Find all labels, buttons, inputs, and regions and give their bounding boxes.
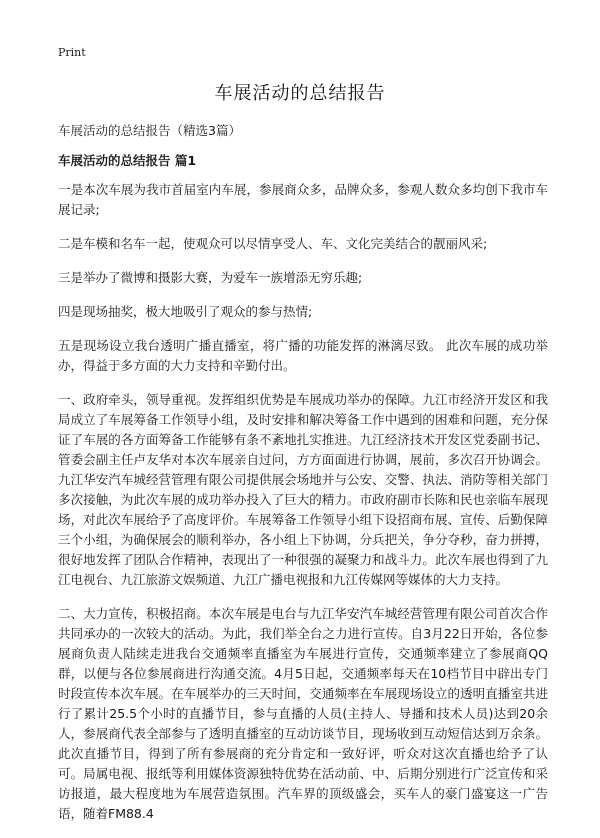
paragraph: 三是举办了微博和摄影大赛，为爱车一族增添无穷乐趣; bbox=[58, 270, 363, 285]
document-subtitle: 车展活动的总结报告（精选3篇） bbox=[58, 123, 241, 138]
paragraph: 四是现场抽奖，极大地吸引了观众的参与热情; bbox=[58, 304, 313, 319]
paragraph: 二是车模和名车一起，使观众可以尽情享受人、车、文化完美结合的靓丽风采; bbox=[58, 236, 488, 251]
paragraph: 五是现场设立我台透明广播直播室，将广播的功能发挥的淋漓尽致。 此次车展的成功举办，得益于多方面的大力支持和辛勤付出。 bbox=[58, 338, 548, 373]
document-title: 车展活动的总结报告 bbox=[214, 83, 386, 104]
paragraph: 一、政府牵头，领导重视。发挥组织优势是车展成功举办的保障。九江市经济开发区和我局成立了车展筹备工作领导小组，及时安排和解决筹备工作中遇到的困难和问题，充分保证了车展的各方面筹备工作能够有条不紊地扎实推进。九江经济技术开发区党委副书记、管委会副主任卢友华对本次车展亲自过问，方方面面进行协调，展前，多次召开协调会。九江华安汽车城经营管理有限公司提供展会场地并与公安、交警、执法、消防等相关部门多次接触，为此次车展的成功举办投入了巨大的精力。市政府副市长陈和民也亲临车展现场，对此次车展给予了高度评价。车展筹备工作领导小组下设招商布展、宣传、后勤保障三个小组，为确保展会的顺利举办，各小组上下协调，分兵把关，争分夺秒，奋力拼搏，很好地发挥了团队合作精神，表现出了一种很强的凝聚力和战斗力。此次车展也得到了九江电视台、九江旅游文娱频道、九江广播电视报和九江传媒网等媒体的大力支持。 bbox=[58, 392, 548, 587]
section-heading: 车展活动的总结报告 篇1 bbox=[58, 153, 197, 168]
paragraph: 一是本次车展为我市首届室内车展，参展商众多，品牌众多，参观人数众多均创下我市车展记录; bbox=[58, 182, 548, 217]
paragraph: 二、大力宣传，积极招商。本次车展是电台与九江华安汽车城经营管理有限公司首次合作共同承办的一次较大的活动。为此，我们举全台之力进行宣传。自3月22日开始，各位参展商负责人陆续走进我台交通频率直播室为车展进行宣传，交通频率建立了参展商QQ群，以便与各位参展商进行沟通交流。4月5日起，交通频率每天在10档节目中辟出专门时段宣传本次车展。在车展举办的三天时间，交通频率在车展现场设立的透明直播室共进行了累计25.5个小时的直播节目，参与直播的人员(主持人、导播和技术人员)达到20余人，参展商代表全部参与了透明直播室的互动访谈节目，现场收到互动短信达到万余条。此次直播节目，得到了所有参展商的充分肯定和一致好评，听众对这次直播也给予了认可。局属电视、报纸等利用媒体资源独特优势在活动前、中、后期分别进行广泛宣传和采访报道，最大程度地为车展营造氛围。汽车界的顶级盛会，买车人的豪门盛宴这一广告语，随着FM88.4 bbox=[58, 606, 548, 821]
print-link[interactable]: Print bbox=[58, 46, 86, 59]
document-body bbox=[58, 180, 548, 838]
